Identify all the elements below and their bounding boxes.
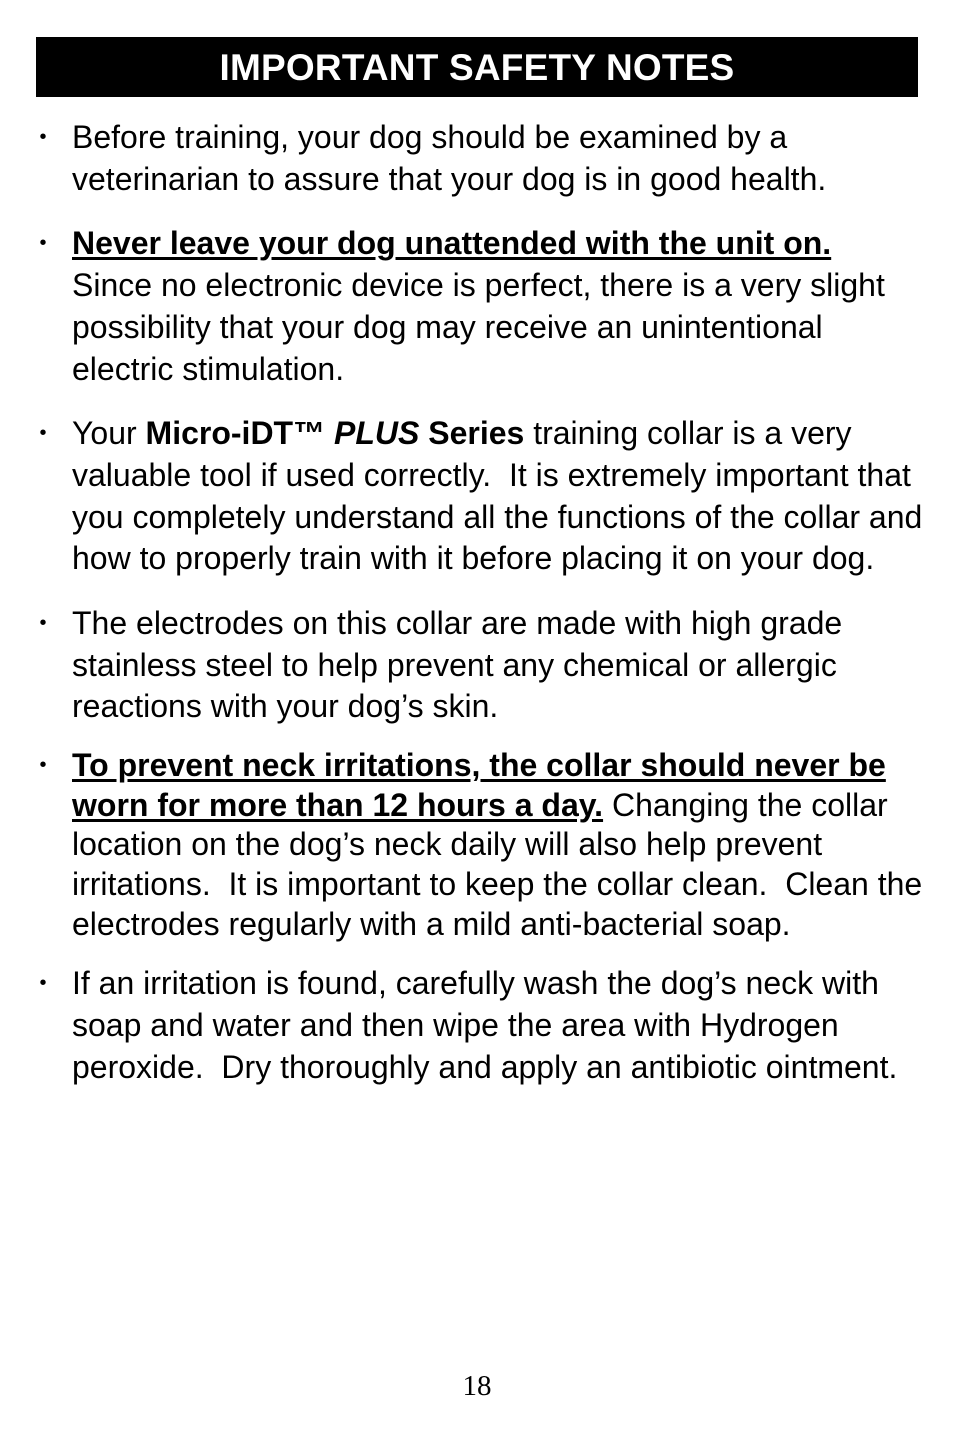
- safety-notes-list: [36, 117, 932, 1088]
- product-series: Series: [419, 415, 525, 452]
- note-text: Changing the collar location on the dog’s neck daily will also help prevent irritations. It is important to keep the collar clean. Clean the electrodes regularly with a mild anti-bacterial soap.: [72, 786, 932, 942]
- note-prefix: Your: [72, 415, 146, 452]
- safety-note-irritation-care: [36, 963, 926, 1088]
- product-name: Micro-iDT™: [145, 415, 334, 452]
- safety-note-unattended: [36, 223, 926, 390]
- bullet-icon: •: [39, 754, 47, 777]
- safety-note-understand-collar: [36, 413, 932, 580]
- bullet-icon: •: [39, 126, 47, 148]
- note-text: training collar is a very valuable tool if used correctly. It is extremely important that you completely understand all the functions of the collar and how to properly train with it before placing it on your dog.: [72, 415, 932, 577]
- bullet-icon: •: [39, 232, 47, 255]
- note-lead: To prevent neck irritations, the collar should never be worn for more than 12 hours a day.: [72, 747, 886, 823]
- note-lead: Never leave your dog unattended with the unit on.: [72, 225, 832, 262]
- page-title: IMPORTANT SAFETY NOTES: [219, 46, 735, 88]
- safety-note-electrodes: [36, 603, 926, 728]
- product-plus: PLUS: [333, 415, 420, 452]
- note-text: If an irritation is found, carefully wash the dog’s neck with soap and water and then wipe the area with Hydrogen peroxide. Dry thoroughly and apply an antibiotic ointment.: [72, 965, 898, 1085]
- bullet-icon: •: [39, 422, 47, 445]
- page-number: 18: [462, 1370, 492, 1402]
- note-text: The electrodes on this collar are made with high grade stainless steel to help prevent any chemical or allergic reactions with your dog’s skin.: [72, 605, 843, 725]
- bullet-icon: •: [39, 612, 47, 635]
- note-text: Before training, your dog should be examined by a veterinarian to assure that your dog is in good health.: [72, 119, 827, 197]
- bullet-icon: •: [39, 972, 47, 995]
- safety-note-vet-exam: [36, 117, 926, 200]
- note-text: Since no electronic device is perfect, there is a very slight possibility that your dog may receive an unintentional electric stimulation.: [72, 225, 894, 387]
- header-bar: [36, 37, 918, 97]
- safety-note-neck-irritation: [36, 746, 932, 944]
